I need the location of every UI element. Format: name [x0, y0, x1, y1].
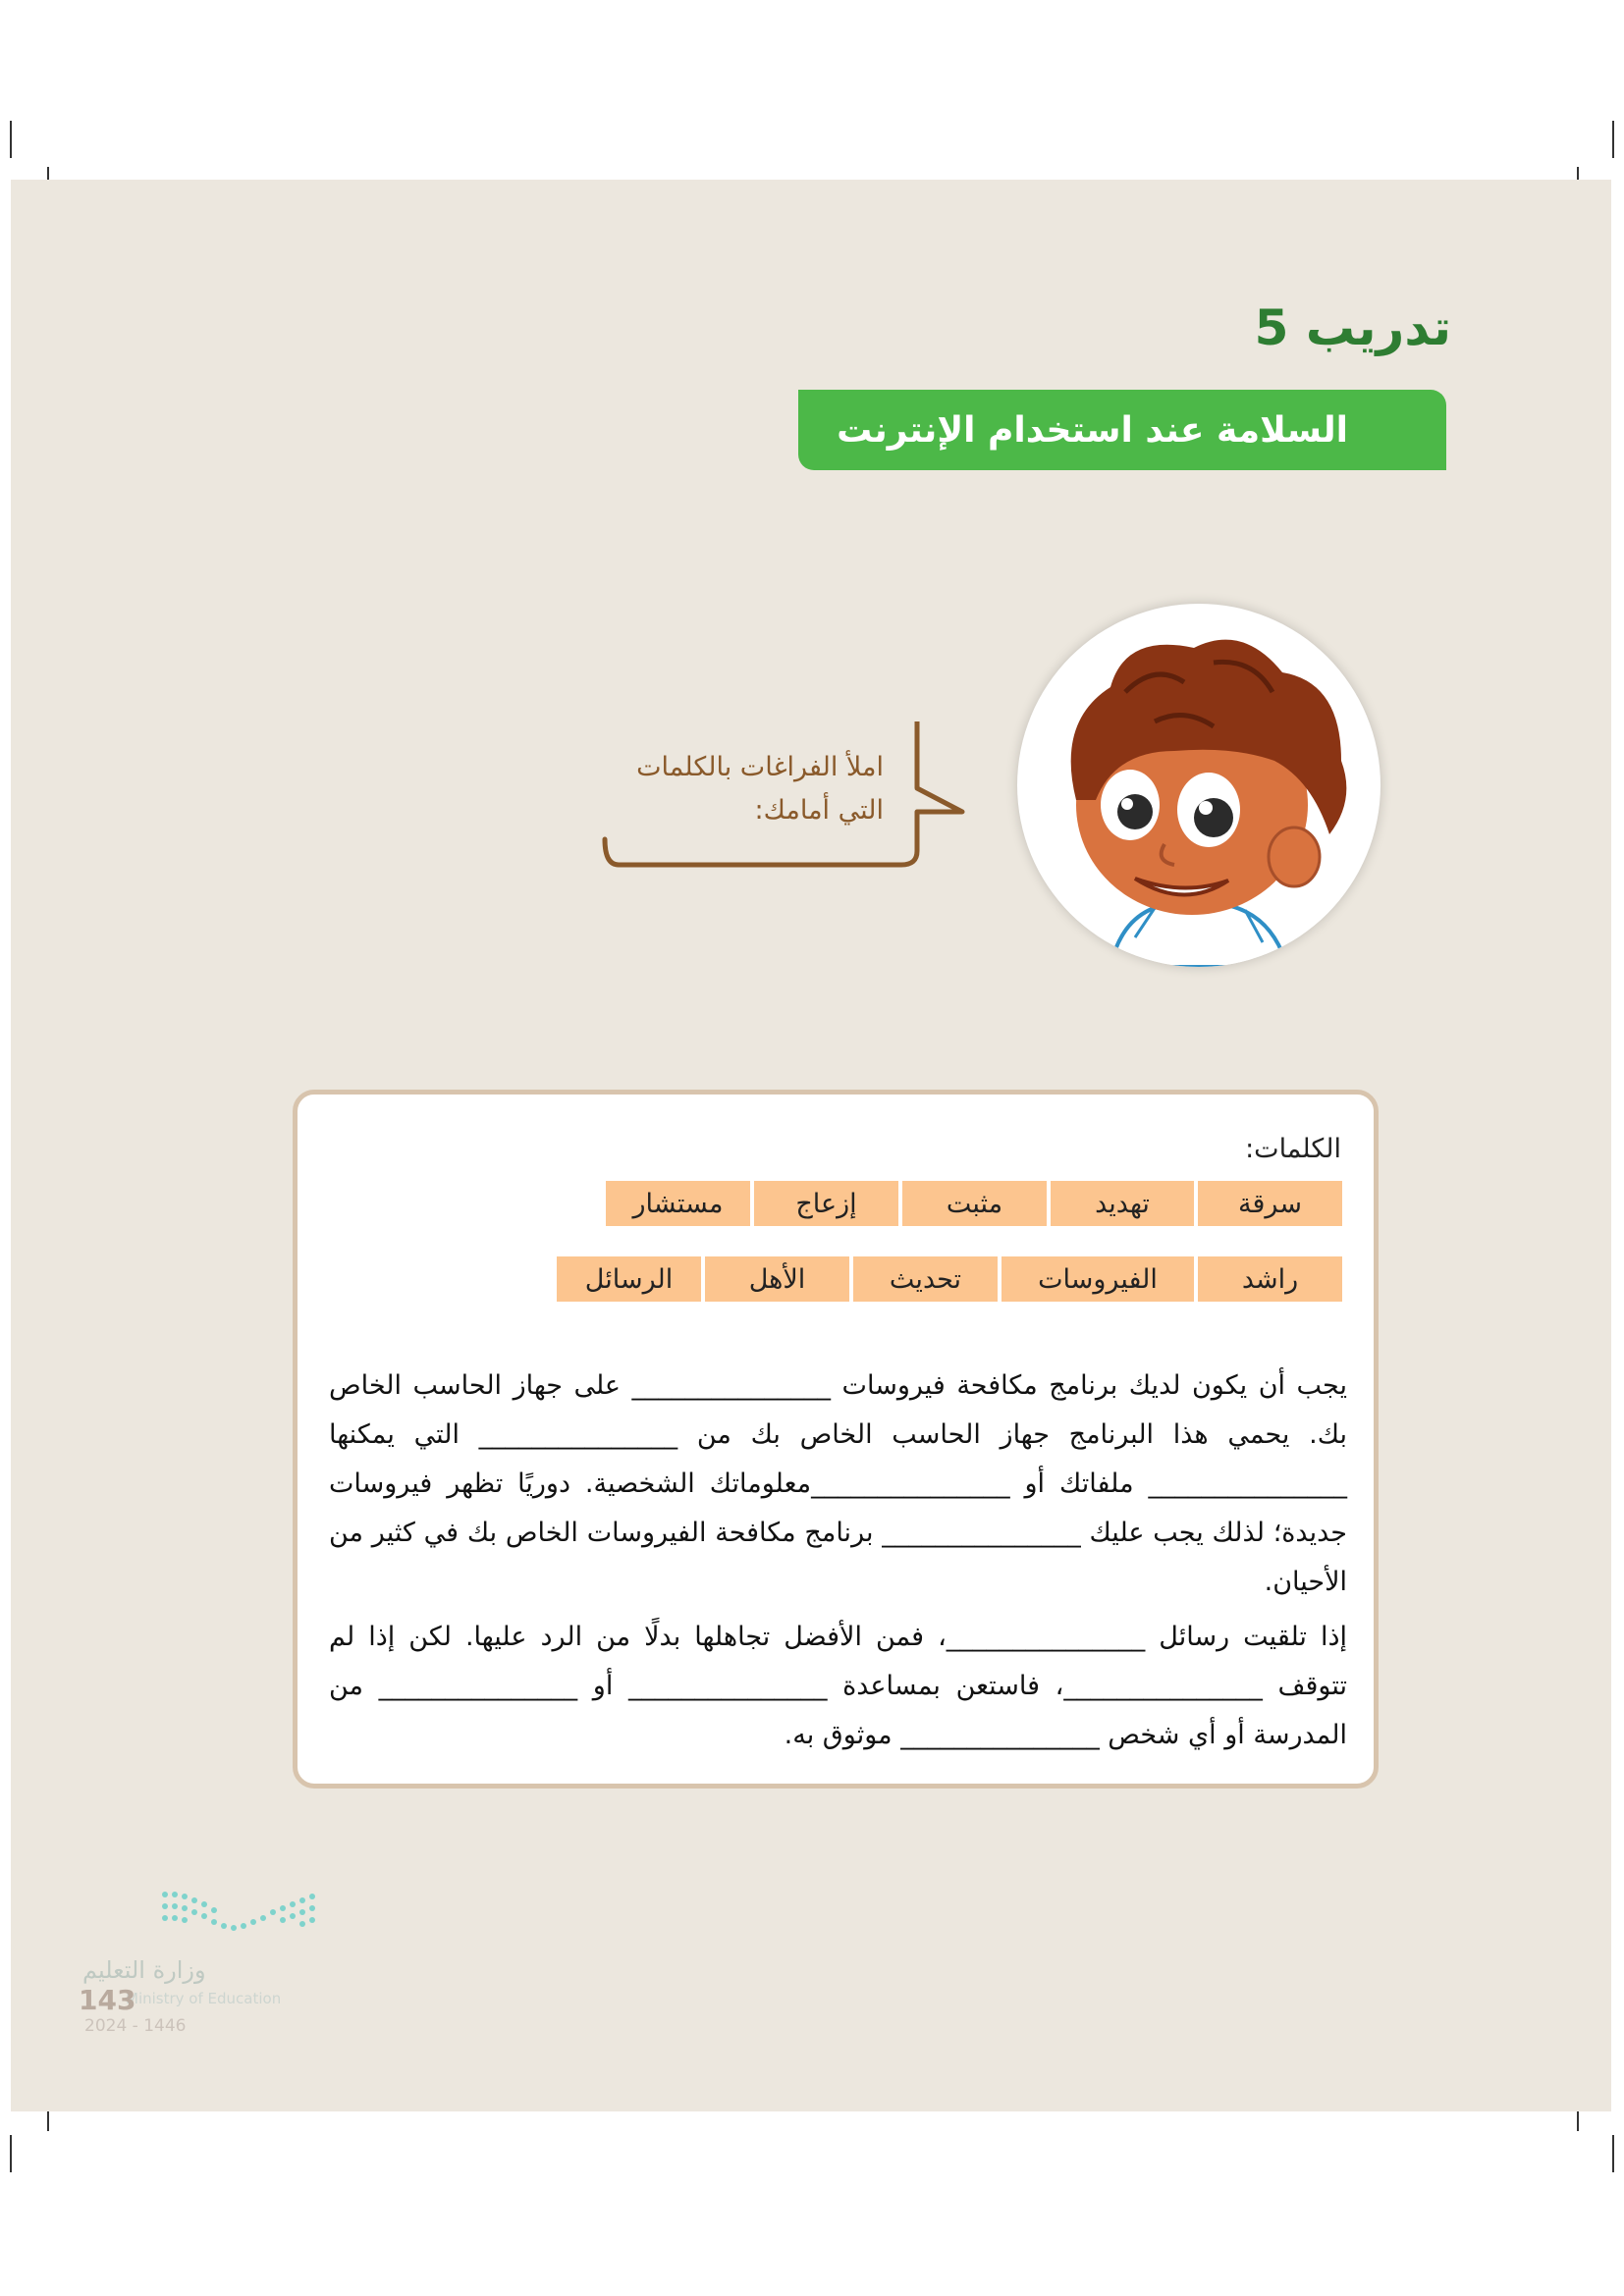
word-chip: راشد	[1198, 1256, 1342, 1302]
ministry-name-english: Ministry of Education	[126, 1990, 282, 2007]
ministry-logo-icon	[157, 1885, 324, 1944]
boy-character-avatar	[1017, 604, 1380, 967]
crop-mark	[10, 121, 12, 158]
section-banner	[798, 390, 1446, 470]
word-chip: تحديث	[853, 1256, 998, 1302]
speech-bubble-line-2: التي أمامك:	[754, 795, 884, 826]
word-chip: مستشار	[606, 1181, 750, 1226]
exercise-title: تدريب 5	[1254, 299, 1451, 356]
paragraph-messages: إذا تلقيت رسائل _______________، فمن الأفضل تجاهلها بدلًا من الرد عليها. لكن إذا لم تتوقف _______________، فاستعن بمساعدة _______________ أو _______________ من المدرسة أو أي شخص _______________ موثوق به.	[329, 1622, 1347, 1750]
crop-mark	[1612, 2135, 1614, 2172]
edition-year: 2024 - 1446	[84, 2016, 187, 2036]
page-number: 143	[79, 1984, 136, 2016]
word-chip: إزعاج	[754, 1181, 898, 1226]
word-chip: مثبت	[902, 1181, 1047, 1226]
word-chip: سرقة	[1198, 1181, 1342, 1226]
word-chip: الفيروسات	[1001, 1256, 1194, 1302]
word-chip: تهديد	[1051, 1181, 1194, 1226]
exercise-panel	[293, 1090, 1379, 1789]
crop-mark	[1612, 121, 1614, 158]
ministry-name-arabic: وزارة التعليم	[82, 1956, 206, 1984]
word-chip: الأهل	[705, 1256, 849, 1302]
section-banner-label: السلامة عند استخدام الإنترنت	[837, 409, 1348, 451]
word-chip: الرسائل	[557, 1256, 701, 1302]
speech-bubble-text	[628, 746, 884, 832]
crop-mark	[10, 2135, 12, 2172]
paragraph-antivirus: يجب أن يكون لديك برنامج مكافحة فيروسات _______________ على جهاز الحاسب الخاص بك. يحمي هذا البرنامج جهاز الحاسب الخاص بك من _______________ التي يمكنها _______________ ملفاتك أو _______________معلوماتك الشخصية. دوريًا تظهر فيروسات جديدة؛ لذلك يجب عليك _______________ برنامج مكافحة الفيروسات الخاص بك في كثير من الأحيان.	[329, 1370, 1347, 1597]
speech-bubble-line-1: املأ الفراغات بالكلمات	[636, 752, 884, 782]
boy-character-illustration	[1017, 604, 1380, 967]
words-label: الكلمات:	[1245, 1134, 1341, 1164]
